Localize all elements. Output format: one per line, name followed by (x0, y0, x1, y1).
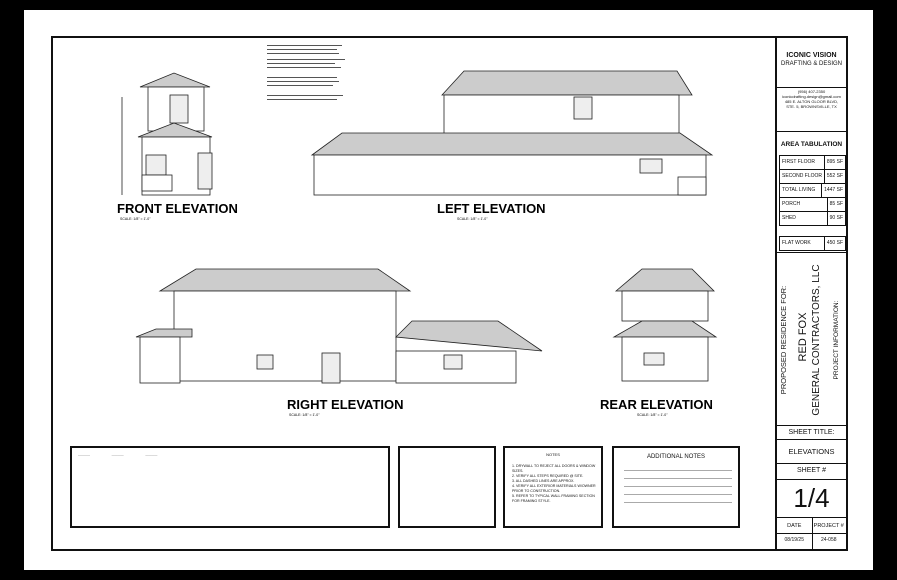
company-name: ICONIC VISION DRAFTING & DESIGN (780, 52, 842, 67)
table-row: TOTAL LIVING 1447 SF (779, 183, 846, 197)
area-tabulation-title: AREA TABULATION (780, 141, 843, 148)
note-3: 3. ALL DASHED LINES ARE APPROX. (512, 479, 575, 483)
right-elevation (136, 269, 542, 383)
left-elevation (312, 71, 712, 195)
table-row: SHED 90 SF (779, 211, 846, 226)
date-value: 08/19/25 (784, 537, 804, 543)
project-number-value: 24-058 (820, 537, 837, 543)
additional-notes-title: ADDITIONAL NOTES (646, 454, 706, 460)
client-name-line1: RED FOX (797, 312, 809, 362)
rear-elevation-scale: SCALE: 1/8" = 1'-0" (637, 413, 668, 417)
sheet-number-label: SHEET # (796, 467, 827, 474)
note-5: 5. REFER TO TYPICAL WALL FRAMING SECTION FOR FRAMING STYLE. (512, 494, 595, 503)
table-row: FLAT WORK 450 SF (779, 236, 846, 251)
front-elevation (122, 73, 212, 195)
project-number-label: PROJECT # (813, 523, 844, 529)
sheet-number: 1/4 (793, 483, 830, 513)
additional-notes-panel (612, 446, 740, 528)
front-elevation-scale: SCALE: 1/8" = 1'-0" (120, 217, 151, 221)
notes-panel-3 (503, 446, 603, 528)
note-2: 2. VERIFY ALL STEPS REQUIRED @ SITE. (512, 474, 584, 478)
client-name-line2: GENERAL CONTRACTORS, LLC (811, 264, 822, 416)
company-contact: (956) 407-2350 iconicdrafting.design@gmail.com 485 E. ALTON GLOOR BLVD, STE. 5, BROWNSVILLE, TX (782, 89, 841, 109)
proposed-for-label: PROPOSED RESIDENCE FOR: (779, 285, 788, 395)
sheet-title-label: SHEET TITLE: (788, 429, 835, 436)
left-elevation-scale: SCALE: 1/8" = 1'-0" (457, 217, 488, 221)
table-row: FIRST FLOOR 895 SF (779, 155, 846, 169)
note-1: 1. DRYWALL TO REJECT ALL DOORS & WINDOW SIZES. (512, 464, 596, 473)
project-info-label: PROJECT INFORMATION: (833, 300, 840, 380)
front-elevation-title: FRONT ELEVATION (117, 201, 238, 216)
notes-panel-2 (398, 446, 496, 528)
flat-work-table (779, 236, 846, 251)
table-row: PORCH 85 SF (779, 197, 846, 211)
rear-elevation-title: REAR ELEVATION (600, 397, 713, 412)
note-4: 4. VERIFY ALL EXTERIOR MATERIALS W/OWNER PRIOR TO CONSTRUCTION. (512, 484, 596, 493)
date-label: DATE (787, 523, 802, 529)
general-notes-top (267, 45, 345, 100)
table-row: SECOND FLOOR 552 SF (779, 169, 846, 183)
right-elevation-scale: SCALE: 1/8" = 1'-0" (289, 413, 320, 417)
rear-elevation (614, 269, 716, 381)
notes-panel-1: ———— ———— ———— (70, 446, 390, 528)
sheet-title: ELEVATIONS (788, 447, 835, 456)
right-elevation-title: RIGHT ELEVATION (287, 397, 404, 412)
area-table (779, 155, 846, 226)
title-block (775, 37, 846, 549)
left-elevation-title: LEFT ELEVATION (437, 201, 546, 216)
notes-title: NOTES (546, 452, 560, 457)
